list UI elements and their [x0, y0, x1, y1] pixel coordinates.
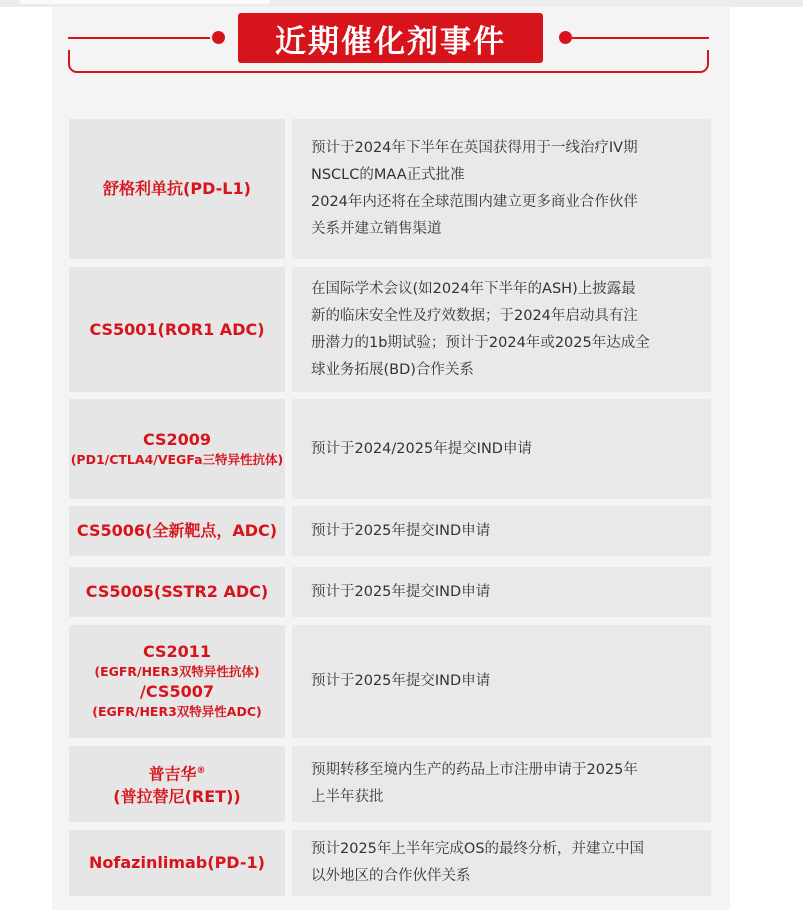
header-line-right: [572, 37, 709, 39]
table-row: [69, 567, 711, 617]
table-row: [69, 746, 711, 822]
header-line-left: [68, 37, 210, 39]
event-line: 预计于2024/2025年提交IND申请: [311, 440, 532, 457]
drug-name: CS2011: [142, 641, 212, 661]
event-line: 预计于2025年提交IND申请: [311, 583, 491, 600]
drug-target: (EGFR/HER3双特异性抗体): [94, 663, 260, 679]
event-cell: [292, 119, 711, 259]
event-cell: [292, 506, 711, 556]
drug-target: (PD1/CTLA4/VEGFa三特异性抗体): [70, 452, 284, 467]
drug-name: Nofazinlimab(PD-1): [89, 853, 265, 872]
table-row: [69, 830, 711, 896]
drug-name-cell: [69, 399, 285, 499]
registered-mark: ®: [196, 766, 206, 777]
table-row: [69, 119, 711, 259]
drug-name-secondary: /CS5007: [140, 681, 214, 701]
event-line: 上半年获批: [311, 789, 384, 805]
event-line: 2024年内还将在全球范围内建立更多商业合作伙伴: [311, 194, 638, 210]
top-strip: [0, 0, 803, 7]
drug-name-cell: [69, 830, 285, 896]
event-line: 预计于2024年下半年在英国获得用于一线治疗IV期: [311, 140, 638, 156]
event-cell: [292, 746, 711, 822]
event-line: 预期转移至境内生产的药品上市注册申请于2025年: [311, 762, 638, 778]
event-line: 新的临床安全性及疗效数据；于2024年启动具有注: [311, 307, 638, 324]
drug-name-cell: [69, 267, 285, 392]
header-dot-left: [212, 31, 225, 44]
event-line: 预计2025年上半年完成OS的最终分析，并建立中国: [311, 841, 645, 857]
event-line: 球业务拓展(BD)合作关系: [311, 361, 474, 378]
drug-target-secondary: (EGFR/HER3双特异性ADC): [92, 703, 262, 719]
table-row: [69, 625, 711, 738]
drug-name: CS5001(ROR1 ADC): [89, 319, 265, 339]
drug-name: CS5005(SSTR2 ADC): [85, 582, 269, 601]
event-line: 预计于2025年提交IND申请: [311, 673, 491, 689]
event-line: 以外地区的合作伙伴关系: [311, 868, 471, 884]
event-cell: [292, 830, 711, 896]
drug-name: CS2009: [142, 430, 212, 449]
drug-name: 普吉华®: [148, 764, 206, 784]
event-line: 册潜力的1b期试验；预计于2024年或2025年达成全: [311, 334, 650, 351]
drug-name: 舒格利单抗(PD-L1): [103, 179, 251, 198]
table-row: [69, 267, 711, 392]
event-line: 在国际学术会议(如2024年下半年的ASH)上披露最: [311, 280, 636, 297]
event-cell: [292, 625, 711, 738]
event-line: 关系并建立销售渠道: [311, 221, 442, 237]
event-line: 预计于2025年提交IND申请: [311, 522, 491, 539]
event-cell: [292, 567, 711, 617]
drug-target: (普拉替尼(RET)): [113, 786, 241, 806]
drug-name-cell: [69, 746, 285, 822]
drug-name-cell: [69, 506, 285, 556]
header-dot-right: [559, 31, 572, 44]
event-cell: [292, 399, 711, 499]
event-line: NSCLC的MAA正式批准: [311, 167, 465, 183]
table-row: [69, 506, 711, 556]
top-strip-highlight: [20, 0, 270, 4]
drug-name: CS5006(全新靶点，ADC): [76, 521, 278, 540]
page-title: 近期催化剂事件: [238, 13, 543, 63]
event-cell: [292, 267, 711, 392]
drug-name-cell: [69, 625, 285, 738]
table-row: [69, 399, 711, 499]
drug-name-cell: [69, 567, 285, 617]
drug-name-cell: [69, 119, 285, 259]
